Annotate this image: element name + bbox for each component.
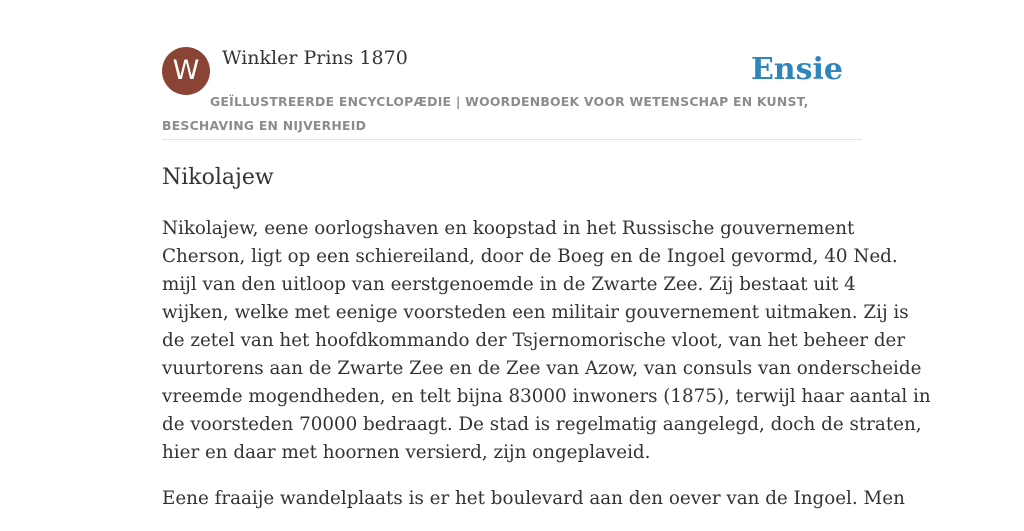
text-line: hier en daar met hoornen versierd, zijn ongeplaveid. [162, 442, 651, 463]
article-paragraph [162, 215, 931, 467]
text-line: de zetel van het hoofdkommando der Tsjernomorische vloot, van het beheer der [162, 330, 906, 351]
source-title[interactable]: Winkler Prins 1870 [222, 47, 408, 69]
brand-logo[interactable]: Ensie [750, 52, 843, 87]
text-line: Cherson, ligt op een schiereiland, door de Boeg en de Ingoel gevormd, 40 Ned. [162, 246, 898, 267]
page-header [162, 46, 862, 140]
text-line: Nikolajew, eene oorlogshaven en koopstad in het Russische gouvernement [162, 218, 855, 239]
text-line: de voorsteden 70000 bedraagt. De stad is regelmatig aangelegd, doch de straten, [162, 414, 922, 435]
text-line: wijken, welke met eenige voorsteden een militair gouvernement uitmaken. Zij is [162, 302, 909, 323]
text-line: vreemde mogendheden, en telt bijna 83000 inwoners (1875), terwijl haar aantal in [162, 386, 931, 407]
article-paragraph [162, 485, 905, 513]
article-body [162, 215, 931, 531]
source-avatar[interactable]: W [162, 47, 210, 95]
text-line: vuurtorens aan de Zwarte Zee en de Zee van Azow, van consuls van onderscheide [162, 358, 922, 379]
text-line: Eene fraaije wandelplaats is er het boulevard aan den oever van de Ingoel. Men [162, 488, 905, 509]
article-title: Nikolajew [162, 165, 274, 190]
text-line: mijl van den uitloop van eerstgenoemde in de Zwarte Zee. Zij bestaat uit 4 [162, 274, 856, 295]
source-subtitle: GEÏLLUSTREERDE ENCYCLOPÆDIE | WOORDENBOEK VOOR WETENSCHAP EN KUNST, BESCHAVING EN NIJVERHEID [162, 94, 809, 133]
